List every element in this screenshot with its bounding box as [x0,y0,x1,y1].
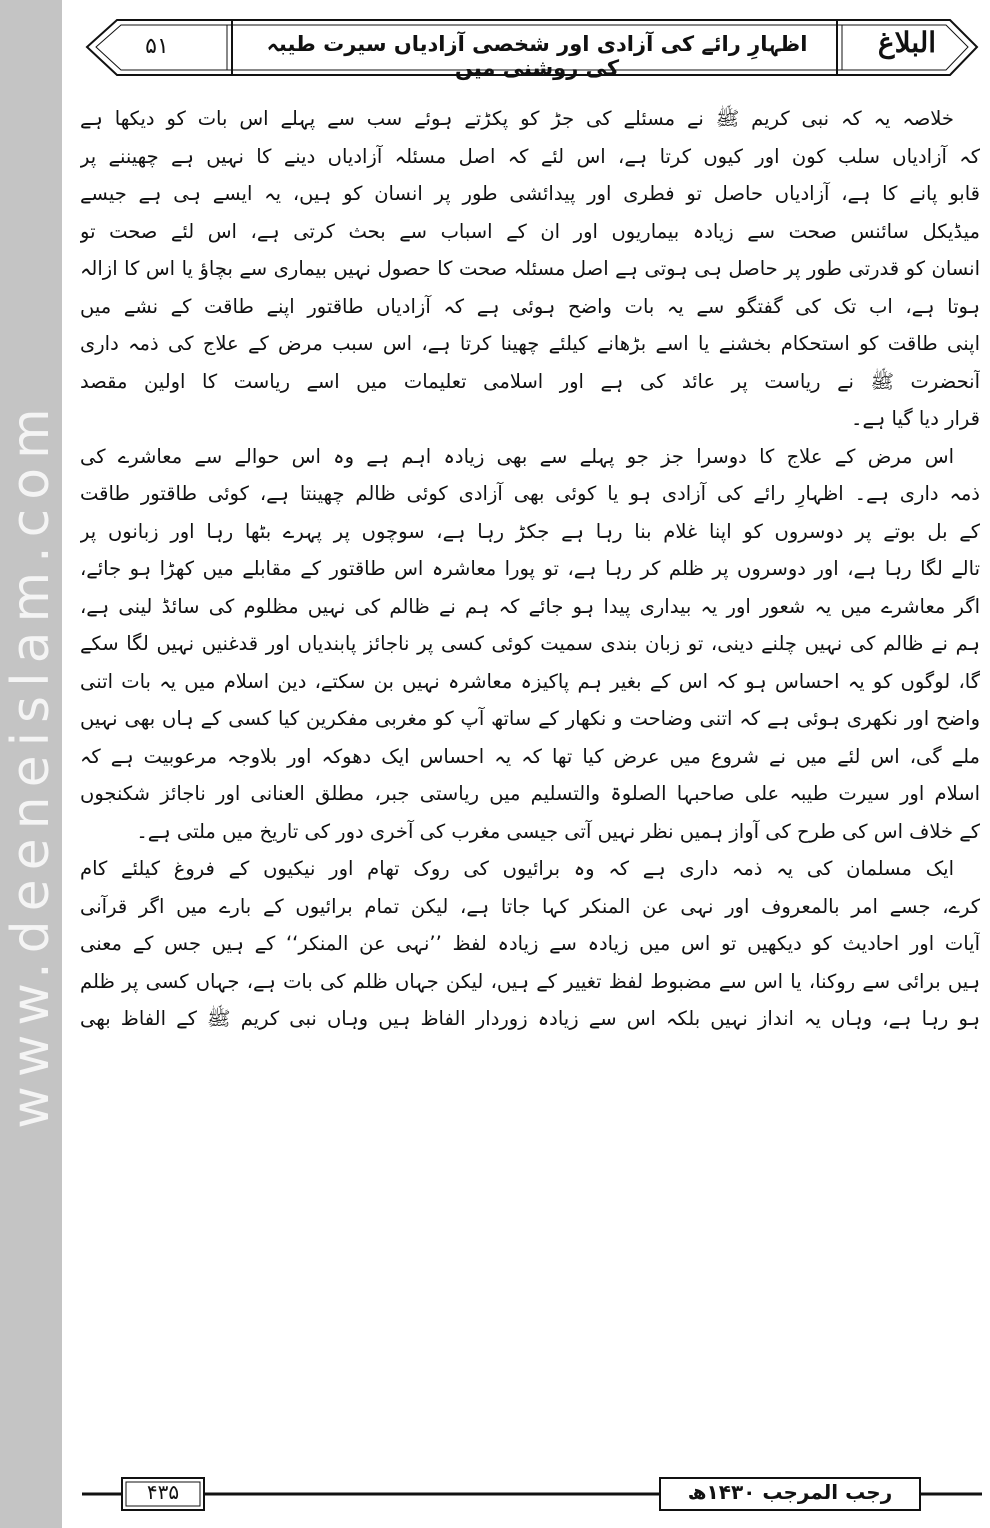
text-line: آنحضرت ﷺ نے ریاست پر عائد کی ہے اور اسلامی تعلیمات میں اسے ریاست کا اولین مقصد [80,369,980,393]
text-line: ملے گی، اس لئے میں نے شروع میں عرض کیا تھا کہ یہ احساس ایک دھوکہ اور بلاوجہ مرعوبیت ہے کہ [80,744,980,768]
header-title: اظہارِ رائے کی آزادی اور شخصی آزادیاں سیرت طیبہ کی روشنی میں [266,32,808,80]
text-line: ایک مسلمان کی یہ ذمہ داری ہے کہ وہ برائیوں کی روک تھام اور نیکیوں کے فروغ کیلئے کام [80,857,954,880]
text-line: قرار دیا گیا ہے۔ [851,407,980,430]
text-line: میڈیکل سائنس صحت سے زیادہ بیماریوں اور ان کے اسباب سے بحث کرتی ہے، اس لئے صحت تو [80,219,980,243]
text-line: کے بل بوتے پر دوسروں کو اپنا غلام بنا رہا ہے جکڑ رہا ہے، سوچوں پر پہرے بٹھا رہا اور زبانوں پر [80,519,980,543]
text-line: گا، لوگوں کو یہ احساس ہو کہ اس کے بغیر ہم پاکیزہ معاشرہ نہیں بن سکتے، دین اسلام میں یہ بات اتنی [80,669,980,693]
text-line: کے خلاف اس کی طرح کی آواز ہمیں نظر نہیں آتی جیسی مغرب کی آخری دور کی تاریخ میں ملتی ہے۔ [136,819,980,843]
text-line: ہیں برائی سے روکنا، یا اس سے مضبوط لفظ تغییر کے ہیں، لیکن جہاں ظلم کی بات ہے، جہاں کسی پر ظلم [80,969,980,993]
paragraph-3 [80,850,980,1038]
watermark-text: www.deeneislam.com [1,399,61,1129]
text-line: واضح اور نکھری ہوئی ہے کہ اتنی وضاحت و نکھار کے ساتھ آپ کو مغربی مفکرین کیا کسی کے ہاں بھی نہیں [80,707,980,730]
text-line: کرے، جسے امر بالمعروف اور نہی عن المنکر کہا جاتا ہے، لیکن تمام برائیوں کے بارے میں اگر قرآنی [80,894,980,918]
paragraph-2 [80,438,980,851]
text-line: انسان کو قدرتی طور پر حاصل ہی ہوتی ہے اصل مسئلہ صحت کا حصول نہیں بیماری سے بچاؤ یا اس کا ازالہ [80,257,980,280]
article-body [80,100,980,1038]
text-line: اپنی طاقت کو استحکام بخشنے یا اسے بڑھانے کیلئے چھینا کرتا ہے، اس سبب مرض کے علاج کی ذمہ داری [80,332,980,355]
text-line: آیات اور احادیث کو دیکھیں تو اس میں زیادہ سے زیادہ لفظ ’’نہی عن المنکر‘‘ کے ہیں جس کے معنی [80,932,980,955]
side-strip [0,0,62,1528]
text-line: اسلام اور سیرت طیبہ علی صاحبہا الصلوۃ والتسلیم میں ریاستی جبر، مطلق العنانی اور ناجائز شکنجوں [80,782,980,805]
page-header [82,12,982,82]
footer-issue-date: رجب المرجب ۱۴۳۰ھ [687,1480,893,1504]
text-line: ذمہ داری ہے۔ اظہارِ رائے کی آزادی ہو یا کوئی بھی آزادی کوئی ظالم چھینتا ہے، کوئی طاقتور طاقت [80,482,980,505]
magazine-logo: البلاغ [877,26,937,59]
text-line: ہو رہا ہے، وہاں یہ انداز نہیں بلکہ اس سے زیادہ زوردار الفاظ ہیں وہاں نبی کریم ﷺ کے الفاظ بھی [80,1007,980,1030]
text-line: اگر معاشرے میں یہ شعور اور یہ بیداری پیدا ہو جائے کہ ہم نے ظالم کی نہیں مظلوم کی سائڈ لینی ہے، [80,594,980,618]
paragraph-1 [80,100,980,438]
text-line: قابو پانے کا ہے، آزادیاں حاصل تو فطری اور پیدائشی طور پر انسان کو ہیں، یہ ایسے ہی ہے جیسے [80,182,980,205]
text-line: ہوتا ہے، اب تک کی گفتگو سے یہ بات واضح ہوئی ہے کہ آزادیاں طاقتور اپنے طاقت کے نشے میں [80,294,980,318]
text-line: اس مرض کے علاج کا دوسرا جز جو پہلے سے بھی زیادہ اہم ہے وہ اس حوالے سے معاشرے کی [80,444,954,468]
header-page-number: ۵۱ [145,34,169,59]
text-line: تالے لگا رہا ہے، اور دوسروں پر ظلم کر رہا ہے، تو پورا معاشرہ اس طاقتور کے مقابلے میں کھڑا ہو جائے، [80,557,980,580]
text-line: کہ آزادیاں سلب کون اور کیوں کرتا ہے، اس لئے کہ اصل مسئلہ آزادیاں دینے کا نہیں ہے چھیننے پر [80,144,980,168]
footer-page-number: ۴۳۵ [146,1480,180,1504]
page-footer [82,1474,982,1514]
text-line: خلاصہ یہ کہ نبی کریم ﷺ نے مسئلے کی جڑ کو پکڑتے ہوئے سب سے پہلے اس بات کو دیکھا ہے [80,107,954,130]
text-line: ہم نے ظالم کی نہیں چلنے دینی، تو زبان بندی سمیت کوئی کسی پر ناجائز پابندیاں اور قدغنیں نہیں لگا سکے [80,632,980,655]
